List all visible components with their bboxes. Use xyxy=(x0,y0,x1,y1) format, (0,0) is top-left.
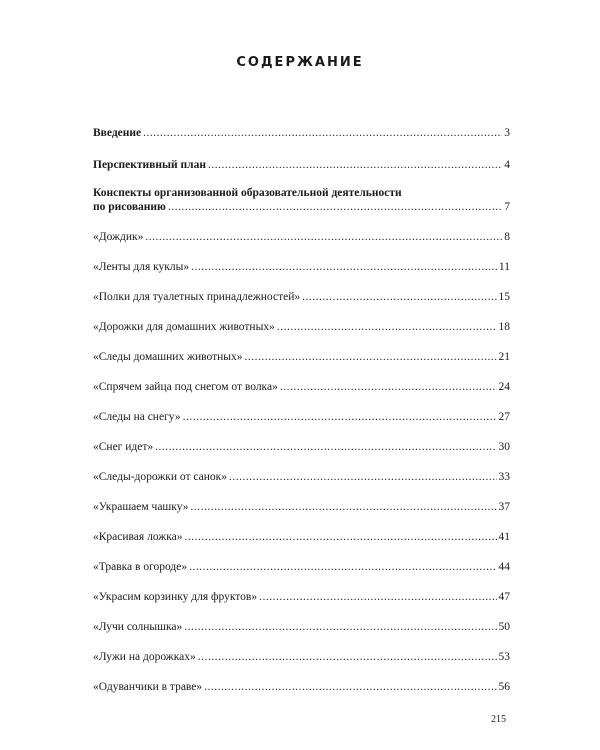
toc-entry-page: 37 xyxy=(498,501,510,513)
dot-leader xyxy=(302,290,496,304)
page-title: СОДЕРЖАНИЕ xyxy=(236,55,364,70)
toc-entry-page: 7 xyxy=(504,201,510,213)
toc-entry[interactable] xyxy=(93,500,510,514)
dot-leader xyxy=(189,560,496,574)
toc-entry-page: 53 xyxy=(498,651,510,663)
toc-entry[interactable] xyxy=(93,680,510,694)
toc-entry-page: 47 xyxy=(498,591,510,603)
dot-leader xyxy=(168,200,502,214)
dot-leader xyxy=(191,500,497,514)
dot-leader xyxy=(184,620,496,634)
toc-entry-label: «Дорожки для домашних животных» xyxy=(93,321,275,333)
toc-entry-page: 27 xyxy=(498,411,510,423)
toc-entry-page: 50 xyxy=(498,621,510,633)
dot-leader xyxy=(245,350,497,364)
toc-entry-label: Перспективный план xyxy=(93,159,206,171)
toc-entry[interactable] xyxy=(93,530,510,544)
toc-entry[interactable] xyxy=(93,470,510,484)
toc-entry[interactable] xyxy=(93,590,510,604)
toc-entry-page: 44 xyxy=(498,561,510,573)
toc-entry-label: «Полки для туалетных принадлежностей» xyxy=(93,291,301,303)
toc-entry-label: «Красивая ложка» xyxy=(93,531,183,543)
toc-entry-page: 21 xyxy=(498,351,510,363)
toc-entry-page: 3 xyxy=(504,127,510,139)
toc-entry-label: «Ленты для куклы» xyxy=(93,261,190,273)
toc-entry-label: «Следы домашних животных» xyxy=(93,351,243,363)
toc-entry-introduction[interactable] xyxy=(93,126,510,140)
toc-entry-label: «Лужи на дорожках» xyxy=(93,651,196,663)
dot-leader xyxy=(208,158,502,172)
toc-entry-page: 4 xyxy=(504,159,510,171)
dot-leader xyxy=(280,380,497,394)
dot-leader xyxy=(259,590,496,604)
toc-entry-label: «Дождик» xyxy=(93,231,144,243)
toc-entry-page: 30 xyxy=(498,441,510,453)
toc-entry-label: «Лучи солнышка» xyxy=(93,621,183,633)
dot-leader xyxy=(185,530,497,544)
toc-entry[interactable] xyxy=(93,380,510,394)
dot-leader xyxy=(198,650,497,664)
toc-entry[interactable] xyxy=(93,650,510,664)
toc-entry-page: 18 xyxy=(498,321,510,333)
toc-entry-label: «Украсим корзинку для фруктов» xyxy=(93,591,258,603)
toc-entry[interactable] xyxy=(93,230,510,244)
toc-entry-label: «Украшаем чашку» xyxy=(93,501,189,513)
toc-entry-page: 8 xyxy=(504,231,510,243)
toc-entry-label: по рисованию xyxy=(93,201,166,213)
dot-leader xyxy=(143,126,502,140)
toc-entry-page: 41 xyxy=(498,531,510,543)
dot-leader xyxy=(145,230,502,244)
toc-entry-label-line1: Конспекты организованной образовательной деятельности xyxy=(93,187,402,199)
dot-leader xyxy=(191,260,497,274)
toc-entry[interactable] xyxy=(93,440,510,454)
toc-entry-label: «Следы-дорожки от санок» xyxy=(93,471,227,483)
toc-entry-label: «Травка в огороде» xyxy=(93,561,188,573)
toc-entry-page: 33 xyxy=(498,471,510,483)
dot-leader xyxy=(183,410,497,424)
toc-entry[interactable] xyxy=(93,560,510,574)
toc-entry-label: Введение xyxy=(93,127,142,139)
dot-leader xyxy=(204,680,496,694)
toc-entry-page: 24 xyxy=(498,381,510,393)
toc-entry[interactable] xyxy=(93,320,510,334)
toc-entry-page: 15 xyxy=(498,291,510,303)
toc-entry-perspective-plan[interactable] xyxy=(93,158,510,172)
toc-entry[interactable] xyxy=(93,350,510,364)
toc-entry[interactable] xyxy=(93,260,510,274)
toc-entry-label: «Одуванчики в траве» xyxy=(93,681,203,693)
toc-entry[interactable] xyxy=(93,290,510,304)
dot-leader xyxy=(229,470,497,484)
toc-entry[interactable] xyxy=(93,410,510,424)
dot-leader xyxy=(277,320,497,334)
page-number: 215 xyxy=(491,714,506,725)
toc-entry-label: «Спрячем зайца под снегом от волка» xyxy=(93,381,278,393)
toc-entry-label: «Следы на снегу» xyxy=(93,411,181,423)
toc-entry[interactable] xyxy=(93,620,510,634)
toc-entry-label: «Снег идет» xyxy=(93,441,154,453)
toc-entry-page: 11 xyxy=(498,261,510,273)
toc-entry-lesson-notes[interactable] xyxy=(93,186,510,214)
toc-entry-page: 56 xyxy=(498,681,510,693)
dot-leader xyxy=(155,440,496,454)
